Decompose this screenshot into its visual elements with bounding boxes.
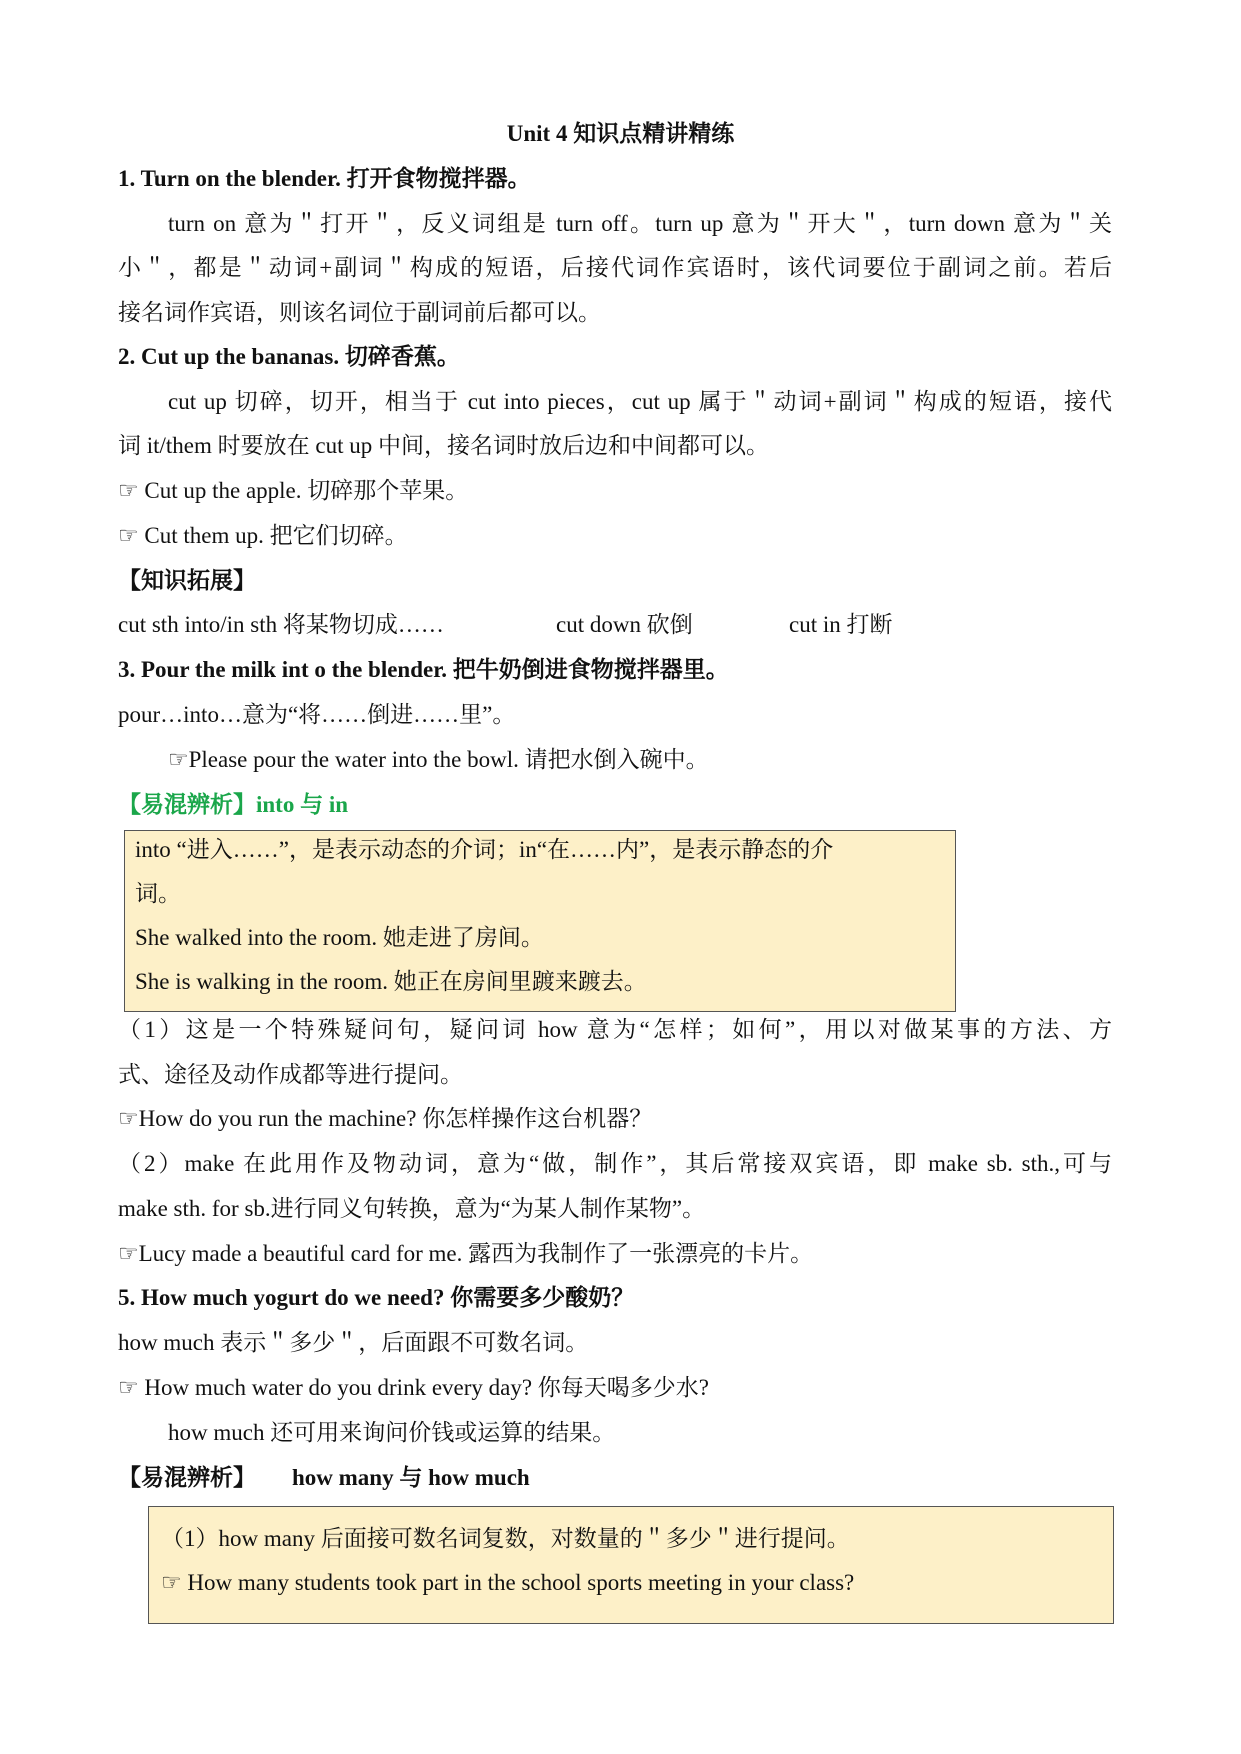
section-2-para-line-1: cut up 切碎，切开，相当于 cut into pieces，cut up 属于＂动词+副词＂构成的短语，接代 — [168, 389, 1112, 414]
note-box-2-line-1: （1）how many 后面接可数名词复数，对数量的＂多少＂进行提问。 — [161, 1526, 850, 1551]
section-2-example-1: ☞ Cut up the apple. 切碎那个苹果。 — [118, 478, 469, 503]
confusion-analysis-topic: how many 与 how much — [292, 1465, 530, 1490]
section-3-heading: 3. Pour the milk int o the blender. 把牛奶倒进食物搅拌器里。 — [118, 657, 729, 682]
section-1-para-line-2: 小＂，都是＂动词+副词＂构成的短语，后接代词作宾语时，该代词要位于副词之前。若后 — [118, 255, 1112, 280]
extension-item-1: cut sth into/in sth 将某物切成…… — [118, 612, 444, 637]
page-title: Unit 4 知识点精讲精练 — [506, 121, 735, 146]
note-box-line-1: into “进入……”，是表示动态的介词；in“在……内”，是表示静态的介 — [135, 837, 834, 862]
section-4-example-1: ☞How do you run the machine? 你怎样操作这台机器？ — [118, 1106, 653, 1131]
note-box-2-line-2: ☞ How many students took part in the school sports meeting in your class? — [161, 1570, 855, 1595]
section-2-para-line-2: 词 it/them 时要放在 cut up 中间，接名词时放后边和中间都可以。 — [118, 433, 770, 458]
note-box-line-3: She walked into the room. 她走进了房间。 — [135, 925, 544, 950]
section-5-para-2: how much 还可用来询问价钱或运算的结果。 — [168, 1420, 616, 1445]
section-4-para-line-1: （1）这是一个特殊疑问句，疑问词 how 意为“怎样；如何”，用以对做某事的方法、方 — [118, 1017, 1112, 1042]
extension-item-2: cut down 砍倒 — [556, 612, 693, 637]
section-4-example-2: ☞Lucy made a beautiful card for me. 露西为我制作了一张漂亮的卡片。 — [118, 1241, 814, 1266]
section-5-example: ☞ How much water do you drink every day? 你每天喝多少水? — [118, 1375, 710, 1400]
note-box-line-4: She is walking in the room. 她正在房间里踱来踱去。 — [135, 969, 647, 994]
how-many-how-much-note-box — [148, 1506, 1114, 1624]
section-3-para: pour…into…意为“将……倒进……里”。 — [118, 702, 516, 727]
section-3-example: ☞Please pour the water into the bowl. 请把水倒入碗中。 — [168, 747, 709, 772]
section-1-heading: 1. Turn on the blender. 打开食物搅拌器。 — [118, 166, 531, 191]
section-1-para-line-3: 接名词作宾语，则该名词位于副词前后都可以。 — [118, 300, 601, 325]
section-5-heading: 5. How much yogurt do we need? 你需要多少酸奶？ — [118, 1285, 635, 1310]
confusion-analysis-label: 【易混辨析】 — [118, 1465, 256, 1490]
section-4-para-line-4: make sth. for sb.进行同义句转换，意为“为某人制作某物”。 — [118, 1196, 706, 1221]
section-4-para-line-3: （2）make 在此用作及物动词，意为“做，制作”，其后常接双宾语，即 make sb. sth.,可与 — [118, 1151, 1112, 1176]
section-4-para-line-2: 式、途径及动作成都等进行提问。 — [118, 1062, 463, 1087]
section-5-para: how much 表示＂多少＂，后面跟不可数名词。 — [118, 1330, 589, 1355]
section-2-example-2: ☞ Cut them up. 把它们切碎。 — [118, 523, 408, 548]
section-2-heading: 2. Cut up the bananas. 切碎香蕉。 — [118, 344, 460, 369]
knowledge-extension-heading: 【知识拓展】 — [118, 568, 256, 593]
section-1-para-line-1: turn on 意为＂打开＂，反义词组是 turn off。turn up 意为＂开大＂，turn down 意为＂关 — [168, 211, 1112, 236]
extension-item-3: cut in 打断 — [789, 612, 893, 637]
note-box-line-2: 词。 — [135, 881, 181, 906]
confusion-analysis-heading-into-in: 【易混辨析】into 与 in — [118, 792, 349, 817]
into-in-note-box — [124, 830, 956, 1012]
